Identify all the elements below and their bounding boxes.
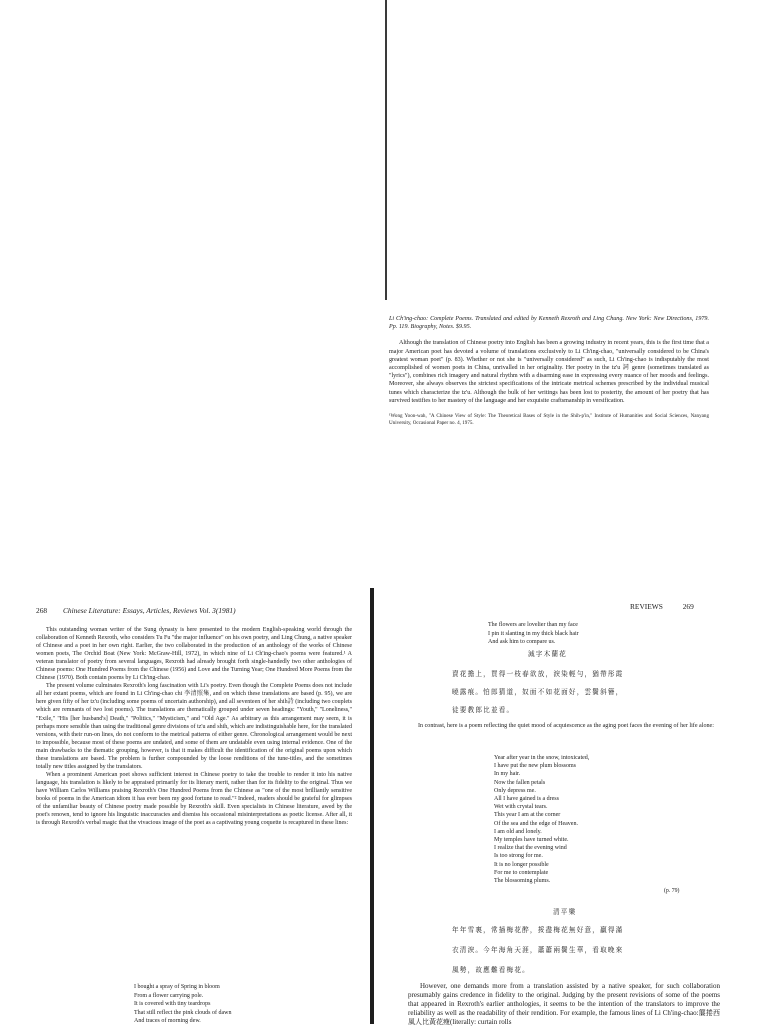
poem-line: And ask him to compare us. [488,639,556,645]
book-citation: Li Ch'ing-chao: Complete Poems. Translated and edited by Kenneth Rexroth and Ling Chung. New York: New Directions, 1979. Pp. 119. Biography, Notes. $9.95. [389,316,709,331]
poem-line: That still reflect the pink clouds of dawn [134,1009,232,1016]
poem-continuation [488,621,579,647]
page-reference: (p. 79) [664,888,680,894]
chinese-text-line: 風勢，故應難看梅花。 [452,966,530,974]
chinese-tune-title: 清平樂 [553,908,577,916]
poem-line: The blossoming plums. [494,878,551,885]
poem-line: In my hair. [494,771,521,778]
running-head-right [630,602,694,611]
chinese-tune-title: 減字木蘭花 [528,650,567,658]
poem-line: I realize that the evening wind [494,845,567,852]
poem-line: I pin it slanting in my thick black hair [488,630,579,637]
chinese-text-line: 徒要教郎比並看。 [452,706,515,714]
scan-gap [0,300,380,304]
poem-line: For me to contemplate [494,869,549,876]
closing-paragraph: However, one demands more from a translation assisted by a native speaker, for such collaboration presumably gains credence in fidelity to the original. Judging by the present revisions of some of the poems that appeared in Rexroth's earlier anthologies, it seems to be the intention of the translators to improve the reliability as well as the readability of their rendition. For example, the famous lines of Li Ch'ing-chao:簾捲西風人比黃花瘦(literally: curtain rolls [408,982,720,1026]
poem-line: My temples have turned white. [494,837,569,844]
transition-paragraph: In contrast, here is a poem reflecting the quiet mood of acquiescence as the aging poet faces the evening of her life alone: [418,723,714,729]
body-paragraph: This outstanding woman writer of the Sung dynasty is here presented to the modern English-speaking world through the collaboration of Kenneth Rexroth, who considers Tu Fu "the major influence" on his own poetry, and Ling Chung, a native speaker of Chinese and a poet in her own right. Earlier, the two collaborated in the production of an anthology of the works of Chinese women poets, The Orchid Boat (New York: McGraw-Hill, 1972), in which nine of Li Ch'ing-chao's poems were featured.¹ A veteran translator of poetry from several languages, Rexroth had already brought forth single-handedly two other anthologies of Chinese poems: One Hundred Poems from the Chinese (1956) and Love and the Turning Year; One Hundred More Poems from the Chinese (1970). Both contain poems by Li Ch'ing-chao. [36,627,352,682]
page-number-left: 268 [36,606,48,615]
poem-line: Wet with crystal tears. [494,804,548,811]
poem-line: It is covered with tiny teardrops [134,1001,211,1007]
poem-line: Of the sea and the edge of Heaven. [494,820,578,827]
chinese-text-line: 衣清淚。今年海角天涯，蕭蕭兩鬢生華，看取晚來 [452,946,624,954]
poem-line: And traces of morning dew. [134,1018,201,1024]
page-gutter-bottom [370,588,374,1024]
chinese-text-line: 曉露痕。怕郎猜道，奴面不如花面好，雲鬢斜簪， [452,688,624,696]
body-paragraph: The present volume culminates Rexroth's long fascination with Li's poetry. Even though the Complete Poems does not include all her extant poems, which are found in Li Ch'ing-chao chi 李清照集, and on which these translations are based (p. 95), we are here given fifty of her tz'u (including some poems of uncertain authorship), and all seventeen of her shih詩 (including two couplets which are remnants of two lost poems). The translations are thematically grouped under seven headings: "Youth," "Loneliness," "Exile," "His [her husband's] Death," "Politics," "Mysticism," and "Old Age." As arbitrary as this arrangement may seem, it is perhaps more sensible than using the traditional genre divisions of tz'u and shih, which are indistinguishable here, for the translated versions, with their run-on lines, do not conform to the metrical patterns of either genre. Chronological arrangement would be next to impossible, because most of these poems are undated, and some of them are undatable even using internal evidence. One of the main drawbacks to the thematic grouping, however, is that it makes difficult the identification of the original poems upon which these translations are based. The problem is further compounded by the loose renditions of the tune-titles, and the sometimes totally new titles assigned by the translators. [36,683,352,770]
section-title: REVIEWS [630,602,663,611]
poem-line: The flowers are lovelier than my face [488,622,578,628]
poem-line: It is no longer possible [494,861,549,868]
poem-old-age [494,754,589,885]
review-paragraph: Although the translation of Chinese poetry into English has been a growing industry in recent years, this is the first time that a major American poet has devoted a volume of translations exclusively to Li Ch'ing-chao, "universally considered to be China's greatest woman poet" (p. 83). Whether or not she is "universally considered" as such, Li Ch'ing-chao is indisputably the most accomplished of women poets in China, unrivalled in her originality. Her poetry in the tz'u 詞 genre (sometimes translated as "lyrics"), combines rich imagery and natural rhythm with a disarming ease in expressing every nuance of her moods and feelings. Moreover, she always observes the strictest specifications of the intricate metrical schemes prescribed by the individual musical tunes which characterize the tz'u. Although the bulk of her writings has been lost to posterity, the amount of her poetry that has survived testifies to her mastery of the language and her exquisite craftsmanship in versification. [389,340,709,404]
footnote: ¹Wong Yoon-wah, "A Chinese View of Style: The Theoretical Bases of Style in the Shih-p'in," Institute of Humanities and Social Sciences, Nanyang University, Occasional Paper no. 4, 1975. [389,413,709,426]
running-head-left [36,606,236,615]
poem-line: Now the fallen petals [494,779,546,786]
poem-spray-of-spring [134,983,231,1026]
poem-line: All I have gained is a dress [494,796,559,803]
left-page-body [36,626,352,827]
poem-line: Only depress me. [494,787,536,794]
poem-line: Year after year in the snow, intoxicated, [494,755,590,761]
poem-line: I have put the new plum blossoms [494,763,576,770]
poem-line: I am old and lonely. [494,828,542,835]
poem-line: Is too strong for me. [494,853,543,860]
chinese-text-line: 賣花擔上，買得一枝春欲放，淚染輕勻，猶帶彤霞 [452,670,624,678]
closing-paragraph-wrap [408,982,720,1027]
body-paragraph: When a prominent American poet shows sufficient interest in Chinese poetry to take the trouble to render it into his native language, his translation is likely to be appraised primarily for its literary merit, rather than for its fidelity to the original. Thus we have William Carlos Williams praising Rexroth's One Hundred Poems from the Chinese as "one of the most brilliantly sensitive books of poems in the American idiom it has ever been my good fortune to read."² Indeed, readers should be grateful for glimpses of the unfamiliar beauty of Chinese poetry made possible by Rexroth's skill. Even specialists in Chinese literature, awed by the poet's renown, tend to ignore his linguistic inaccuracies and dismiss his occasional misinterpretations as poetic license. After all, it is through Rexroth's verbal magic that the vivacious image of the poet as a captivating young coquette is recaptured in these lines: [36,771,352,827]
journal-title: Chinese Literature: Essays, Articles, Reviews Vol. 3(1981) [62,606,236,615]
chinese-text-line: 年年雪裏，常插梅花醉，挼盡梅花無好意，贏得滿 [452,926,624,934]
review-intro-section [389,315,709,426]
poem-line: From a flower carrying pole. [134,992,204,999]
poem-line: This year I am at the corner [494,812,561,819]
page-gutter-top [385,0,387,300]
poem-line: I bought a spray of Spring in bloom [134,984,220,990]
page-number-right: 269 [682,602,694,611]
